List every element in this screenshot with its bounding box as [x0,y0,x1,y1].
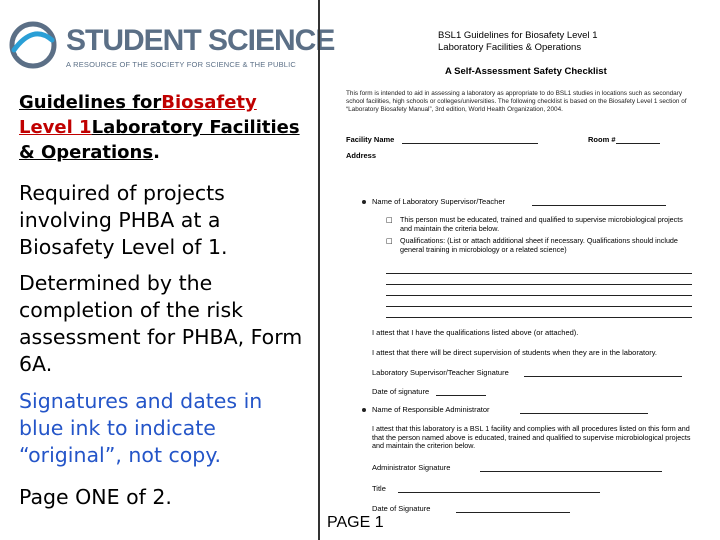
supervisor-signature-line[interactable] [524,376,682,377]
requirement-text: Required of projects involving PHBA at a Biosafety Level of 1. [19,181,228,259]
signature-note-text: Signatures and dates in blue ink to indicate “original”, not copy. [19,389,263,467]
date-signature2-label: Date of Signature [372,504,431,513]
qualifications-line[interactable] [386,317,692,318]
title-line[interactable] [398,492,600,493]
admin-signature-line[interactable] [480,471,662,472]
room-label: Room # [588,135,616,144]
checkbox-icon[interactable]: □ [386,216,393,224]
heading-period: . [153,142,160,163]
address-label: Address [346,151,377,160]
bullet-icon [362,408,366,412]
doc-intro-text: This form is intended to aid in assessing a laboratory as appropriate to do BSL1 studies in locations such as secondary school facilities, high schools or colleges/universities. The following checklist is based on the Biosafety Level 1 section of “Laboratory Biosafety Manual”, 3rd edition, World Health Organization, 2004. [346,90,687,114]
administrator-label: Name of Responsible Administrator [372,405,490,414]
doc-title-line2: Laboratory Facilities & Operations [438,42,582,53]
facility-name-label: Facility Name [346,135,395,144]
determination-text: Determined by the completion of the risk assessment for PHBA, Form 6A. [19,271,303,376]
qualifications-line[interactable] [386,273,692,274]
page-count-text: Page ONE of 2. [19,485,172,509]
qualifications-line[interactable] [386,295,692,296]
room-line[interactable] [616,143,660,144]
attest-qualifications: I attest that I have the qualifications listed above (or attached). [372,328,579,337]
supervisor-line[interactable] [532,205,666,206]
heading-part3: Laboratory Facilities & Operations [19,117,300,163]
admin-signature-label: Administrator Signature [372,463,451,472]
title-label: Title [372,484,386,493]
doc-subtitle: A Self-Assessment Safety Checklist [445,66,607,77]
supervisor-item1: This person must be educated, trained and qualified to supervise microbiological projects and maintain the criteria below. [400,215,683,233]
qualifications-line[interactable] [386,306,692,307]
supervisor-label: Name of Laboratory Supervisor/Teacher [372,197,505,206]
logo-tagline: A RESOURCE OF THE SOCIETY FOR SCIENCE & THE PUBLIC [66,60,297,69]
page-label: PAGE 1 [327,514,384,531]
date-signature-label: Date of signature [372,387,430,396]
administrator-line[interactable] [520,413,648,414]
bullet-icon [362,200,366,204]
qualifications-line[interactable] [386,284,692,285]
guidelines-heading [19,90,309,165]
doc-title [438,30,597,54]
heading-part2: Biosafety Level 1 [19,92,257,138]
attest-facility: I attest that this laboratory is a BSL 1 facility and complies with all procedures listed on this form and that the person named above is educated, trained and qualified to supervise microbiological projects and maintain the criterion below. [372,424,691,451]
swirl-logo-icon [8,20,58,70]
supervisor-item2: Qualifications: (List or attach additional sheet if necessary. Qualifications should include general training in microbiology or a related science) [400,236,678,254]
supervisor-signature-label: Laboratory Supervisor/Teacher Signature [372,368,509,377]
date-signature2-line[interactable] [456,512,570,513]
student-science-logo [8,20,335,72]
date-signature-line[interactable] [436,395,486,396]
heading-part1: Guidelines for [19,92,162,113]
checklist-document [318,0,720,540]
facility-name-line[interactable] [402,143,538,144]
checkbox-icon[interactable]: □ [386,237,393,245]
attest-supervision: I attest that there will be direct supervision of students when they are in the laboratory. [372,348,658,357]
doc-title-line1: BSL1 Guidelines for Biosafety Level 1 [438,30,598,41]
logo-wordmark: STUDENT SCIENCE [66,24,335,57]
